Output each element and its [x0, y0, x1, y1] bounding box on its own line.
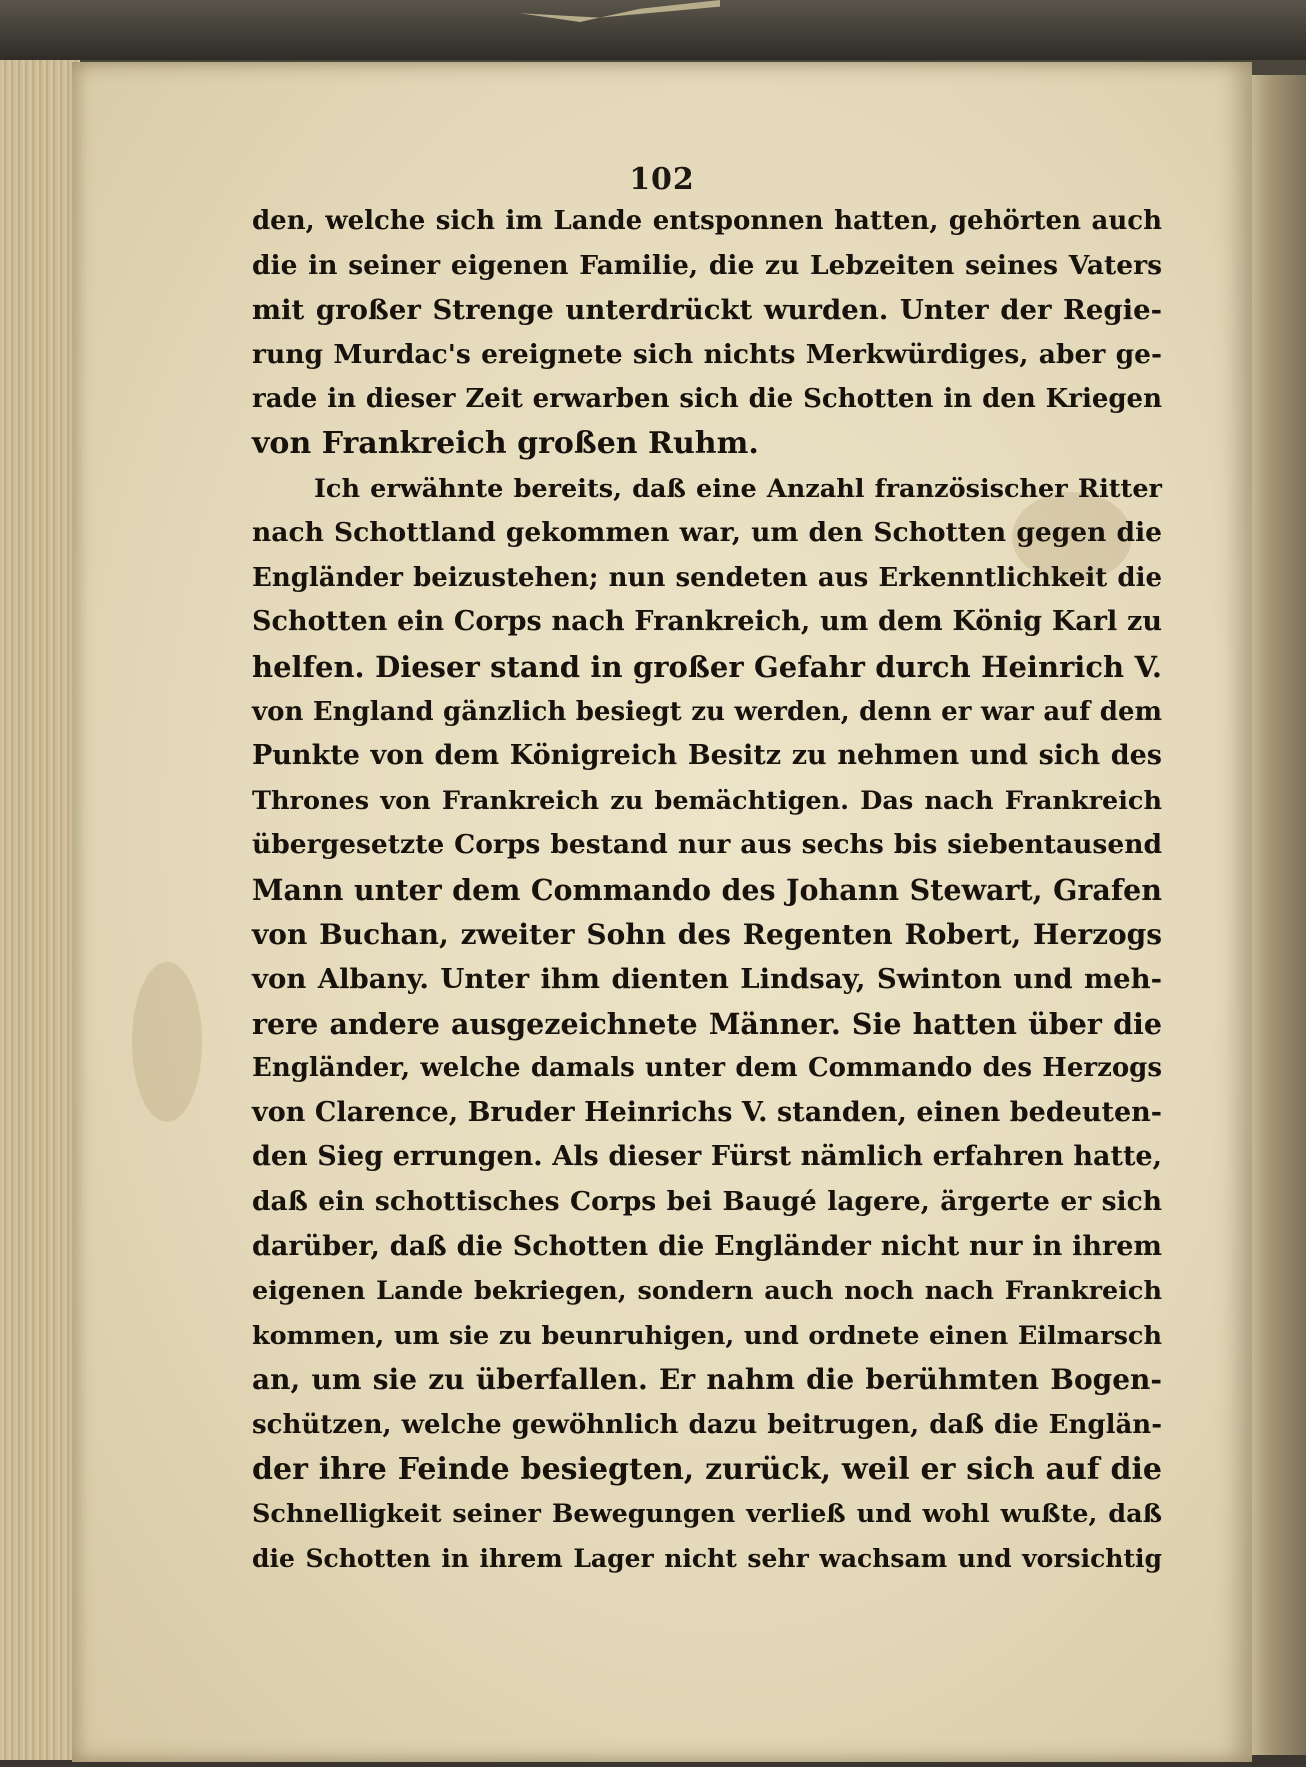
text-line: von England gänzlich besiegt zu werden, denn er war auf dem	[252, 696, 1162, 727]
text-line: Engländer, welche damals unter dem Commando des Herzogs	[252, 1053, 1162, 1084]
text-line: Schnelligkeit seiner Bewegungen verließ und wohl wußte, daß	[252, 1499, 1162, 1530]
book-page	[72, 62, 1252, 1762]
text-line: Thrones von Frankreich zu bemächtigen. Das nach Frankreich	[252, 785, 1162, 816]
paper-stain	[132, 962, 202, 1122]
text-line: den Sieg errungen. Als dieser Fürst nämlich erfahren hatte,	[252, 1141, 1162, 1173]
text-line: die Schotten in ihrem Lager nicht sehr wachsam und vorsichtig	[252, 1543, 1162, 1573]
text-line: daß ein schottisches Corps bei Baugé lagere, ärgerte er sich	[252, 1186, 1162, 1218]
text-line: Punkte von dem Königreich Besitz zu nehmen und sich des	[252, 740, 1162, 772]
text-line: schützen, welche gewöhnlich dazu beitrugen, daß die Englän-	[252, 1410, 1162, 1441]
text-line: von Frankreich großen Ruhm.	[252, 425, 759, 461]
text-line: den, welche sich im Lande entsponnen hatten, gehörten auch	[252, 206, 1162, 236]
body-text	[252, 199, 1162, 1581]
text-line: rade in dieser Zeit erwarben sich die Schotten in den Kriegen	[252, 384, 1162, 415]
text-line: mit großer Strenge unterdrückt wurden. Unter der Regie-	[252, 294, 1162, 327]
text-line: von Clarence, Bruder Heinrichs V. standen, einen bedeuten-	[252, 1096, 1162, 1128]
text-line: rung Murdac's ereignete sich nichts Merkwürdiges, aber ge-	[252, 338, 1162, 370]
text-line: die in seiner eigenen Familie, die zu Lebzeiten seines Vaters	[252, 249, 1162, 281]
text-line: von Buchan, zweiter Sohn des Regenten Robert, Herzogs	[252, 917, 1162, 951]
text-line: nach Schottland gekommen war, um den Schotten gegen die	[252, 517, 1162, 549]
page-edge-right	[1246, 75, 1306, 1755]
text-line: Mann unter dem Commando des Johann Stewart, Grafen	[252, 872, 1162, 907]
text-line: Ich erwähnte bereits, daß eine Anzahl französischer Ritter	[314, 473, 1162, 504]
text-line: kommen, um sie zu beunruhigen, und ordnete einen Eilmarsch	[252, 1320, 1162, 1351]
page-number: 102	[629, 162, 695, 197]
text-line: darüber, daß die Schotten die Engländer nicht nur in ihrem	[252, 1230, 1162, 1262]
text-line: Schotten ein Corps nach Frankreich, um dem König Karl zu	[252, 606, 1162, 638]
page-stack-left	[0, 60, 80, 1760]
text-line: der ihre Feinde besiegten, zurück, weil er sich auf die	[252, 1451, 1162, 1487]
text-line: Engländer beizustehen; nun sendeten aus Erkenntlichkeit die	[252, 562, 1162, 593]
text-line: helfen. Dieser stand in großer Gefahr durch Heinrich V.	[252, 649, 1162, 684]
text-line: rere andere ausgezeichnete Männer. Sie hatten über die	[252, 1006, 1162, 1041]
text-line: an, um sie zu überfallen. Er nahm die berühmten Bogen-	[252, 1363, 1162, 1397]
text-line: von Albany. Unter ihm dienten Lindsay, Swinton und meh-	[252, 963, 1162, 996]
text-line: übergesetzte Corps bestand nur aus sechs bis siebentausend	[252, 829, 1162, 861]
text-line: eigenen Lande bekriegen, sondern auch noch nach Frankreich	[252, 1276, 1162, 1307]
